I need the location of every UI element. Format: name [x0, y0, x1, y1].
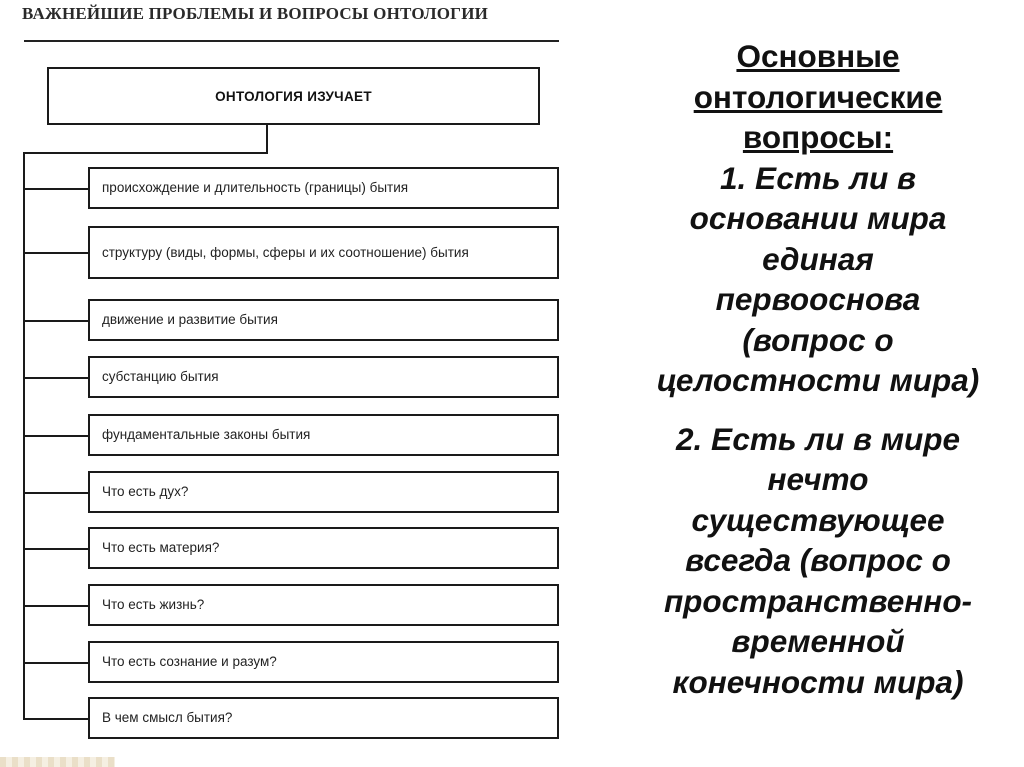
item-box-life	[88, 584, 559, 626]
branch-connector	[23, 320, 88, 322]
item-box-movement	[88, 299, 559, 341]
item-label: структуру (виды, формы, сферы и их соотношение) бытия	[102, 244, 469, 260]
question1-line: 1. Есть ли в	[719, 159, 916, 196]
item-box-spirit	[88, 471, 559, 513]
item-label: субстанцию бытия	[102, 369, 219, 384]
question1-line: первооснова	[715, 281, 921, 317]
question2-line: нечто	[767, 461, 869, 497]
title-rule	[24, 40, 559, 42]
item-box-substance	[88, 356, 559, 398]
item-label: Что есть материя?	[102, 540, 220, 555]
item-box-meaning	[88, 697, 559, 739]
item-label: происхождение и длительность (границы) бытия	[102, 180, 409, 195]
item-label: движение и развитие бытия	[102, 312, 278, 327]
item-label: Что есть сознание и разум?	[102, 654, 277, 669]
item-label: Что есть жизнь?	[102, 597, 205, 612]
question2-line: всегда (вопрос о	[685, 542, 951, 578]
question2-line: 2. Есть ли в мире	[675, 420, 961, 457]
item-label: В чем смысл бытия?	[102, 710, 233, 725]
item-label: Что есть дух?	[102, 484, 189, 499]
item-box-matter	[88, 527, 559, 569]
question1-line: единая	[762, 240, 874, 277]
heading-line: вопросы:	[742, 119, 894, 155]
item-box-structure	[88, 226, 559, 279]
branch-connector	[23, 492, 88, 494]
branch-connector	[23, 435, 88, 437]
branch-connector	[23, 252, 88, 254]
footer-decoration	[0, 757, 115, 767]
item-box-consciousness	[88, 641, 559, 683]
root-bridge	[23, 152, 268, 154]
item-label: фундаментальные законы бытия	[102, 427, 311, 442]
question2-line: конечности мира)	[672, 663, 964, 700]
item-box-origin	[88, 167, 559, 209]
item-box-laws	[88, 414, 559, 456]
question2-line: временной	[731, 623, 905, 659]
question2-line: пространственно-	[663, 582, 973, 619]
question1-line: целостности мира)	[656, 362, 980, 398]
root-box	[47, 67, 540, 125]
heading-line: Основные	[736, 38, 900, 74]
branch-connector	[23, 605, 88, 607]
branch-connector	[23, 548, 88, 550]
root-label: ОНТОЛОГИЯ ИЗУЧАЕТ	[215, 88, 372, 104]
branch-connector	[23, 718, 88, 720]
question1-line: основании мира	[689, 200, 947, 236]
branch-connector	[23, 188, 88, 190]
root-stem	[266, 125, 268, 154]
branch-connector	[23, 662, 88, 664]
ontology-questions-text	[618, 36, 1018, 702]
branch-connector	[23, 377, 88, 379]
question2-line: существующее	[691, 501, 945, 538]
question1-line: (вопрос о	[742, 321, 894, 358]
heading-line: онтологические	[693, 78, 943, 115]
diagram-title: ВАЖНЕЙШИЕ ПРОБЛЕМЫ И ВОПРОСЫ ОНТОЛОГИИ	[22, 4, 489, 23]
